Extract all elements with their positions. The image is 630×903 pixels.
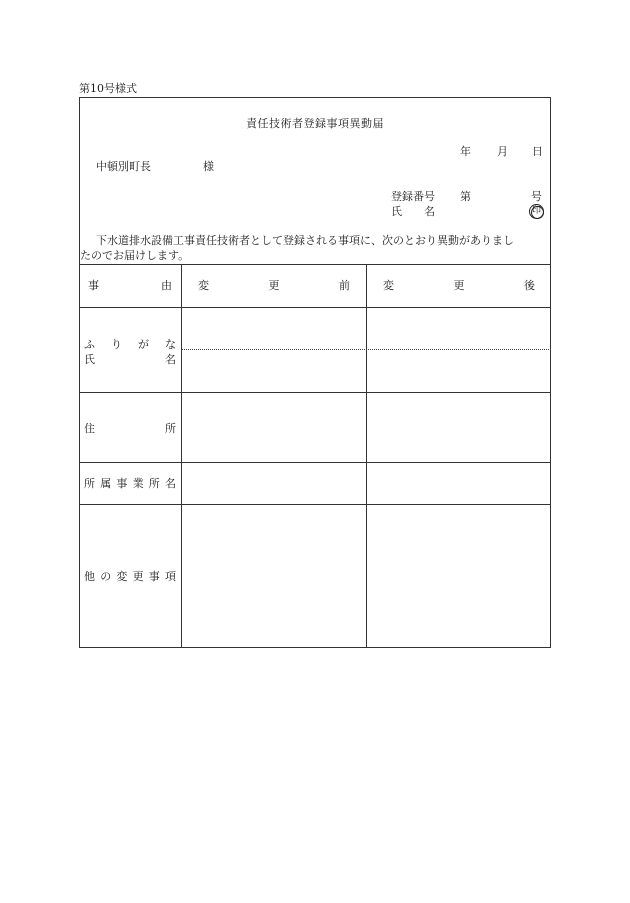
row-label-char: な [165,338,176,351]
row-label-char: 住 [84,422,95,435]
addressee-honorific: 様 [203,160,214,173]
row-label-char: 名 [164,477,176,490]
header-after-char: 後 [524,279,535,292]
date-month-label: 月 [497,145,508,158]
row-label-char: 事 [116,477,128,490]
row-label-char: 所 [148,477,160,490]
table-top-rule [79,264,551,265]
name-row-bottom-rule [79,392,551,393]
header-before-char: 前 [339,279,350,292]
header-after-char: 更 [453,279,465,292]
date-day-label: 日 [532,145,543,158]
date-year-label: 年 [460,145,471,158]
header-reason [88,279,172,293]
header-reason-char: 由 [161,279,172,292]
addressee-name: 中頓別町長 [96,160,151,173]
row-label-address [84,422,176,436]
address-row-bottom-rule [79,462,551,463]
applicant-name-label-1: 氏 [391,205,402,218]
header-after-char: 変 [383,279,394,292]
row-label-char: 変 [116,570,128,583]
seal-mark [529,204,544,219]
row-label-char: 更 [132,570,144,583]
row-label-name [84,353,176,367]
row-label-char: 他 [84,570,95,583]
registration-dai-label: 第 [460,190,471,203]
header-before-char: 変 [198,279,209,292]
form-title: 責任技術者登録事項異動届 [246,117,384,130]
registration-number-label: 登録番号 [391,190,435,203]
row-label-char: 名 [165,353,176,366]
header-reason-char: 事 [88,279,99,292]
row-label-char: り [111,338,122,351]
row-label-char: 所 [165,422,176,435]
header-before-char: 更 [268,279,280,292]
body-text-line-1: 下水道排水設備工事責任技術者として登録される事項に、次のとおり異動がありまし [96,234,514,247]
header-after [383,279,535,293]
row-label-furigana [84,338,176,352]
seal-mark-char: 印 [531,206,541,216]
body-text-line-2: たのでお届けします。 [80,249,190,262]
header-before [198,279,350,293]
applicant-name-label-2: 名 [424,205,435,218]
office-row-bottom-rule [79,504,551,505]
header-bottom-rule [79,307,551,308]
row-label-char: 所 [84,477,95,490]
row-label-char: の [100,570,112,583]
row-label-char: 事 [148,570,160,583]
column-divider-1 [181,264,182,648]
row-label-office [84,477,176,491]
row-label-char: 業 [132,477,144,490]
row-label-other [84,570,176,584]
row-label-char: 項 [164,570,176,583]
registration-go-label: 号 [531,190,542,203]
notification-form [79,97,551,648]
form-number: 第10号様式 [79,82,137,95]
column-divider-2 [366,264,367,648]
row-label-char: ふ [84,338,95,351]
row-label-char: が [138,338,149,351]
row-label-char: 属 [100,477,112,490]
row-label-char: 氏 [84,353,95,366]
